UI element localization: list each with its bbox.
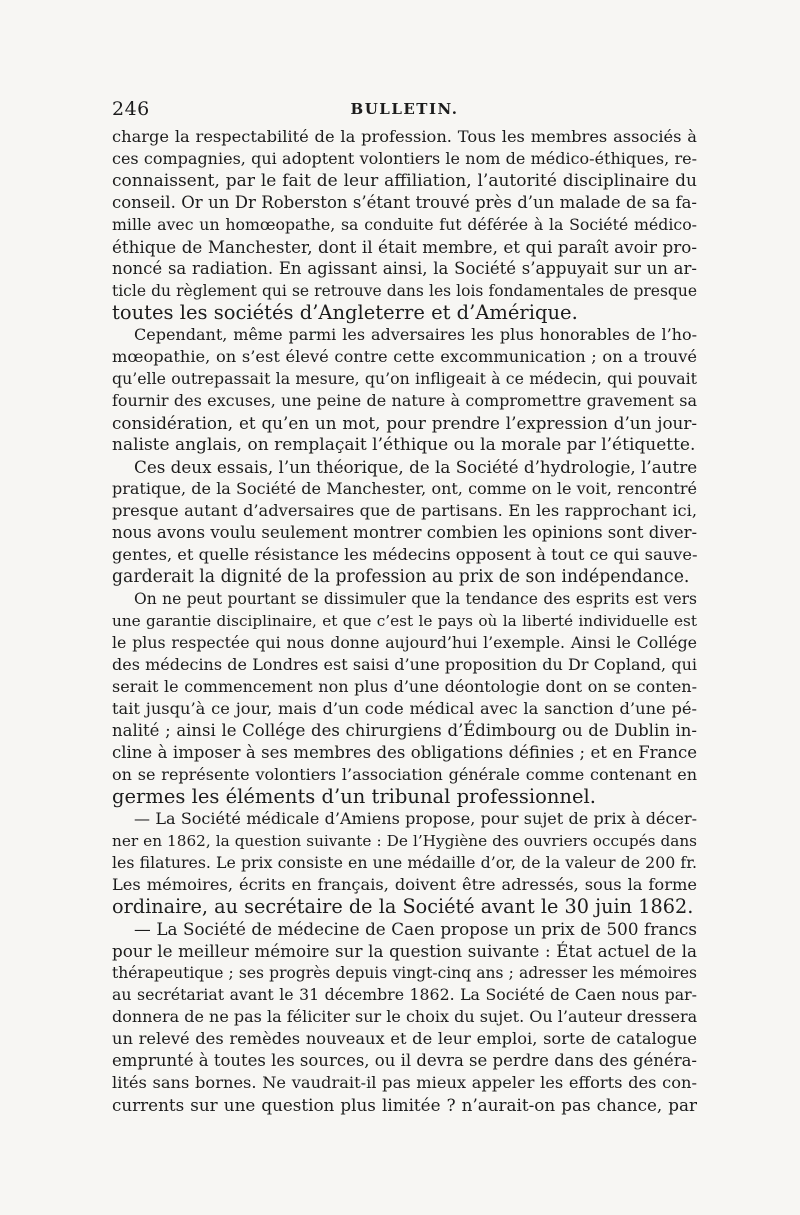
text-line: des médecins de Londres est saisi d’une proposition du Dr Copland, qui [112,655,697,674]
text-line: On ne peut pourtant se dissimuler que la tendance des esprits est vers [134,590,697,608]
text-line: un relevé des remèdes nouveaux et de leur emploi, sorte de catalogue [112,1029,697,1048]
text-line: nous avons voulu seulement montrer combien les opinions sont diver- [112,523,697,542]
text-line: ner en 1862, la question suivante : De l’Hygiène des ouvriers occupés dans [112,832,697,850]
text-line: germes les éléments d’un tribunal professionnel. [112,786,596,808]
text-line: gentes, et quelle résistance les médecins opposent à tout ce qui sauve- [112,545,697,564]
text-line: fournir des excuses, une peine de nature à compromettre gravement sa [112,391,697,410]
text-line: emprunté à toutes les sources, ou il devra se perdre dans des généra- [112,1051,697,1070]
running-head: BULLETIN. [350,100,459,118]
text-line: pour le meilleur mémoire sur la question suivante : État actuel de la [112,941,697,961]
text-line: cline à imposer à ses membres des obligations définies ; et en France [112,743,697,762]
text-line: Les mémoires, écrits en français, doivent être adressés, sous la forme [112,875,697,894]
text-line: naliste anglais, on remplaçait l’éthique ou la morale par l’étiquette. [112,435,696,455]
text-line: éthique de Manchester, dont il était membre, et qui paraît avoir pro- [112,237,697,257]
text-line: ces compagnies, qui adoptent volontiers le nom de médico-éthiques, re- [112,149,697,168]
text-line: Ces deux essais, l’un théorique, de la Société d’hydrologie, l’autre [134,457,697,477]
text-line: mille avec un homœopathe, sa conduite fut déférée à la Société médico- [112,215,697,234]
text-line: Cependant, même parmi les adversaires les plus honorables de l’ho- [134,325,697,344]
text-line: lités sans bornes. Ne vaudrait-il pas mieux appeler les efforts des con- [112,1073,697,1092]
text-line: currents sur une question plus limitée ? n’aurait-on pas chance, par [112,1095,697,1115]
text-line: charge la respectabilité de la profession. Tous les membres associés à [112,127,697,146]
page-header [112,96,697,122]
page-number: 246 [112,98,150,120]
text-line: considération, et qu’en un mot, pour prendre l’expression d’un jour- [112,413,697,433]
text-line: au secrétariat avant le 31 décembre 1862. La Société de Caen nous par- [112,985,697,1004]
text-line: donnera de ne pas la féliciter sur le choix du sujet. Ou l’auteur dressera [112,1007,697,1026]
text-line: les filatures. Le prix consiste en une médaille d’or, de la valeur de 200 fr. [112,853,697,872]
text-line: garderait la dignité de la profession au prix de son indépendance. [112,567,690,587]
text-line: serait le commencement non plus d’une déontologie dont on se conten- [112,677,697,696]
text-line: ticle du règlement qui se retrouve dans les lois fondamentales de presque [112,282,697,300]
text-line: conseil. Or un Dr Roberston s’étant trouvé près d’un malade de sa fa- [112,193,697,212]
text-line: tait jusqu’à ce jour, mais d’un code médical avec la sanction d’une pé- [112,699,697,718]
text-line: — La Société médicale d’Amiens propose, pour sujet de prix à décer- [134,809,697,828]
text-line: toutes les sociétés d’Angleterre et d’Amérique. [112,302,578,324]
text-line: ordinaire, au secrétaire de la Société avant le 30 juin 1862. [112,896,694,918]
text-line: mœopathie, on s’est élevé contre cette excommunication ; on a trouvé [112,347,697,366]
text-line: thérapeutique ; ses progrès depuis vingt-cinq ans ; adresser les mémoires [112,964,697,982]
text-line: — La Société de médecine de Caen propose un prix de 500 francs [134,919,697,939]
text-line: pratique, de la Société de Manchester, ont, comme on le voit, rencontré [112,479,697,498]
text-line: connaissent, par le fait de leur affiliation, l’autorité disciplinaire du [112,171,697,191]
text-line: qu’elle outrepassait la mesure, qu’on infligeait à ce médecin, qui pouvait [112,369,697,388]
text-line: le plus respectée qui nous donne aujourd’hui l’exemple. Ainsi le Collége [112,633,697,652]
text-line: une garantie disciplinaire, et que c’est le pays où la liberté individuelle est [112,612,697,630]
body-text [112,126,697,1116]
text-line: nalité ; ainsi le Collége des chirurgiens d’Édimbourg ou de Dublin in- [112,721,697,740]
text-line: noncé sa radiation. En agissant ainsi, la Société s’appuyait sur un ar- [112,259,697,278]
text-line: presque autant d’adversaires que de partisans. En les rapprochant ici, [112,501,697,520]
text-line: on se représente volontiers l’association générale comme contenant en [112,765,697,784]
